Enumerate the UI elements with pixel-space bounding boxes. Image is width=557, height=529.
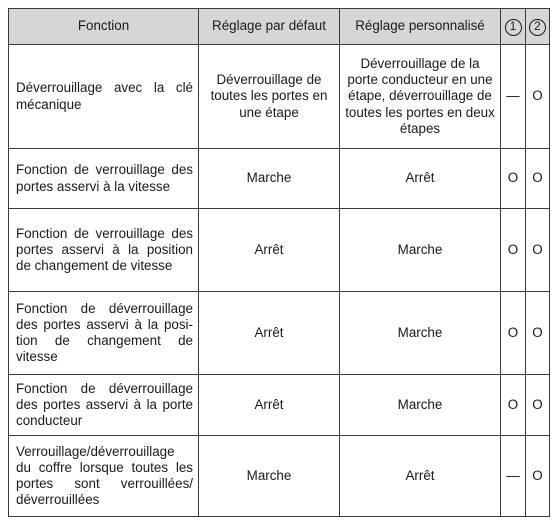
cell-defaut: Marche [199,149,340,209]
cell-col-1: — [501,436,526,517]
cell-col-2: O [526,45,550,149]
table-row [9,292,550,375]
cell-defaut: Arrêt [199,209,340,292]
table-row [9,436,550,517]
table-row [9,45,550,149]
cell-col-1: O [501,209,526,292]
cell-fonction: Verrouillage/déverrouillage du coffre lorsque toutes les portes sont verrouillées/ déverrouillées [9,436,199,517]
circled-number-2: 2 [529,19,546,36]
cell-personnalise: Marche [340,375,501,436]
circled-number-1: 1 [505,19,522,36]
cell-personnalise: Arrêt [340,436,501,517]
cell-col-2: O [526,292,550,375]
cell-personnalise: Marche [340,209,501,292]
cell-fonction: Fonction de verrouillage des portes asservi à la vitesse [9,149,199,209]
table-row [9,375,550,436]
cell-col-1: O [501,292,526,375]
cell-fonction: Déverrouillage avec la clé mécanique [9,45,199,149]
cell-col-2: O [526,375,550,436]
table-row [9,209,550,292]
header-col-1 [501,9,526,45]
table-row [9,149,550,209]
cell-fonction: Fonction de déverrouillage des portes asservi à la position de changement de vitesse [9,292,199,375]
header-reglage-personnalise: Réglage personnalisé [340,9,501,45]
settings-table-container [8,8,550,517]
cell-col-2: O [526,209,550,292]
header-row [9,9,550,45]
settings-table [8,8,550,517]
cell-defaut: Marche [199,436,340,517]
cell-col-2: O [526,436,550,517]
cell-fonction: Fonction de verrouillage des portes asservi à la position de changement de vitesse [9,209,199,292]
cell-personnalise: Déverrouillage de la porte conducteur en une étape, déverrouillage de toutes les portes en deux étapes [340,45,501,149]
header-fonction: Fonction [9,9,199,45]
cell-personnalise: Arrêt [340,149,501,209]
cell-defaut: Arrêt [199,375,340,436]
cell-col-2: O [526,149,550,209]
cell-col-1: O [501,149,526,209]
cell-defaut: Arrêt [199,292,340,375]
cell-col-1: — [501,45,526,149]
cell-fonction: Fonction de déverrouillage des portes asservi à la porte conducteur [9,375,199,436]
cell-defaut: Déverrouillage de toutes les portes en une étape [199,45,340,149]
header-col-2 [526,9,550,45]
cell-col-1: O [501,375,526,436]
cell-personnalise: Marche [340,292,501,375]
header-reglage-defaut: Réglage par défaut [199,9,340,45]
